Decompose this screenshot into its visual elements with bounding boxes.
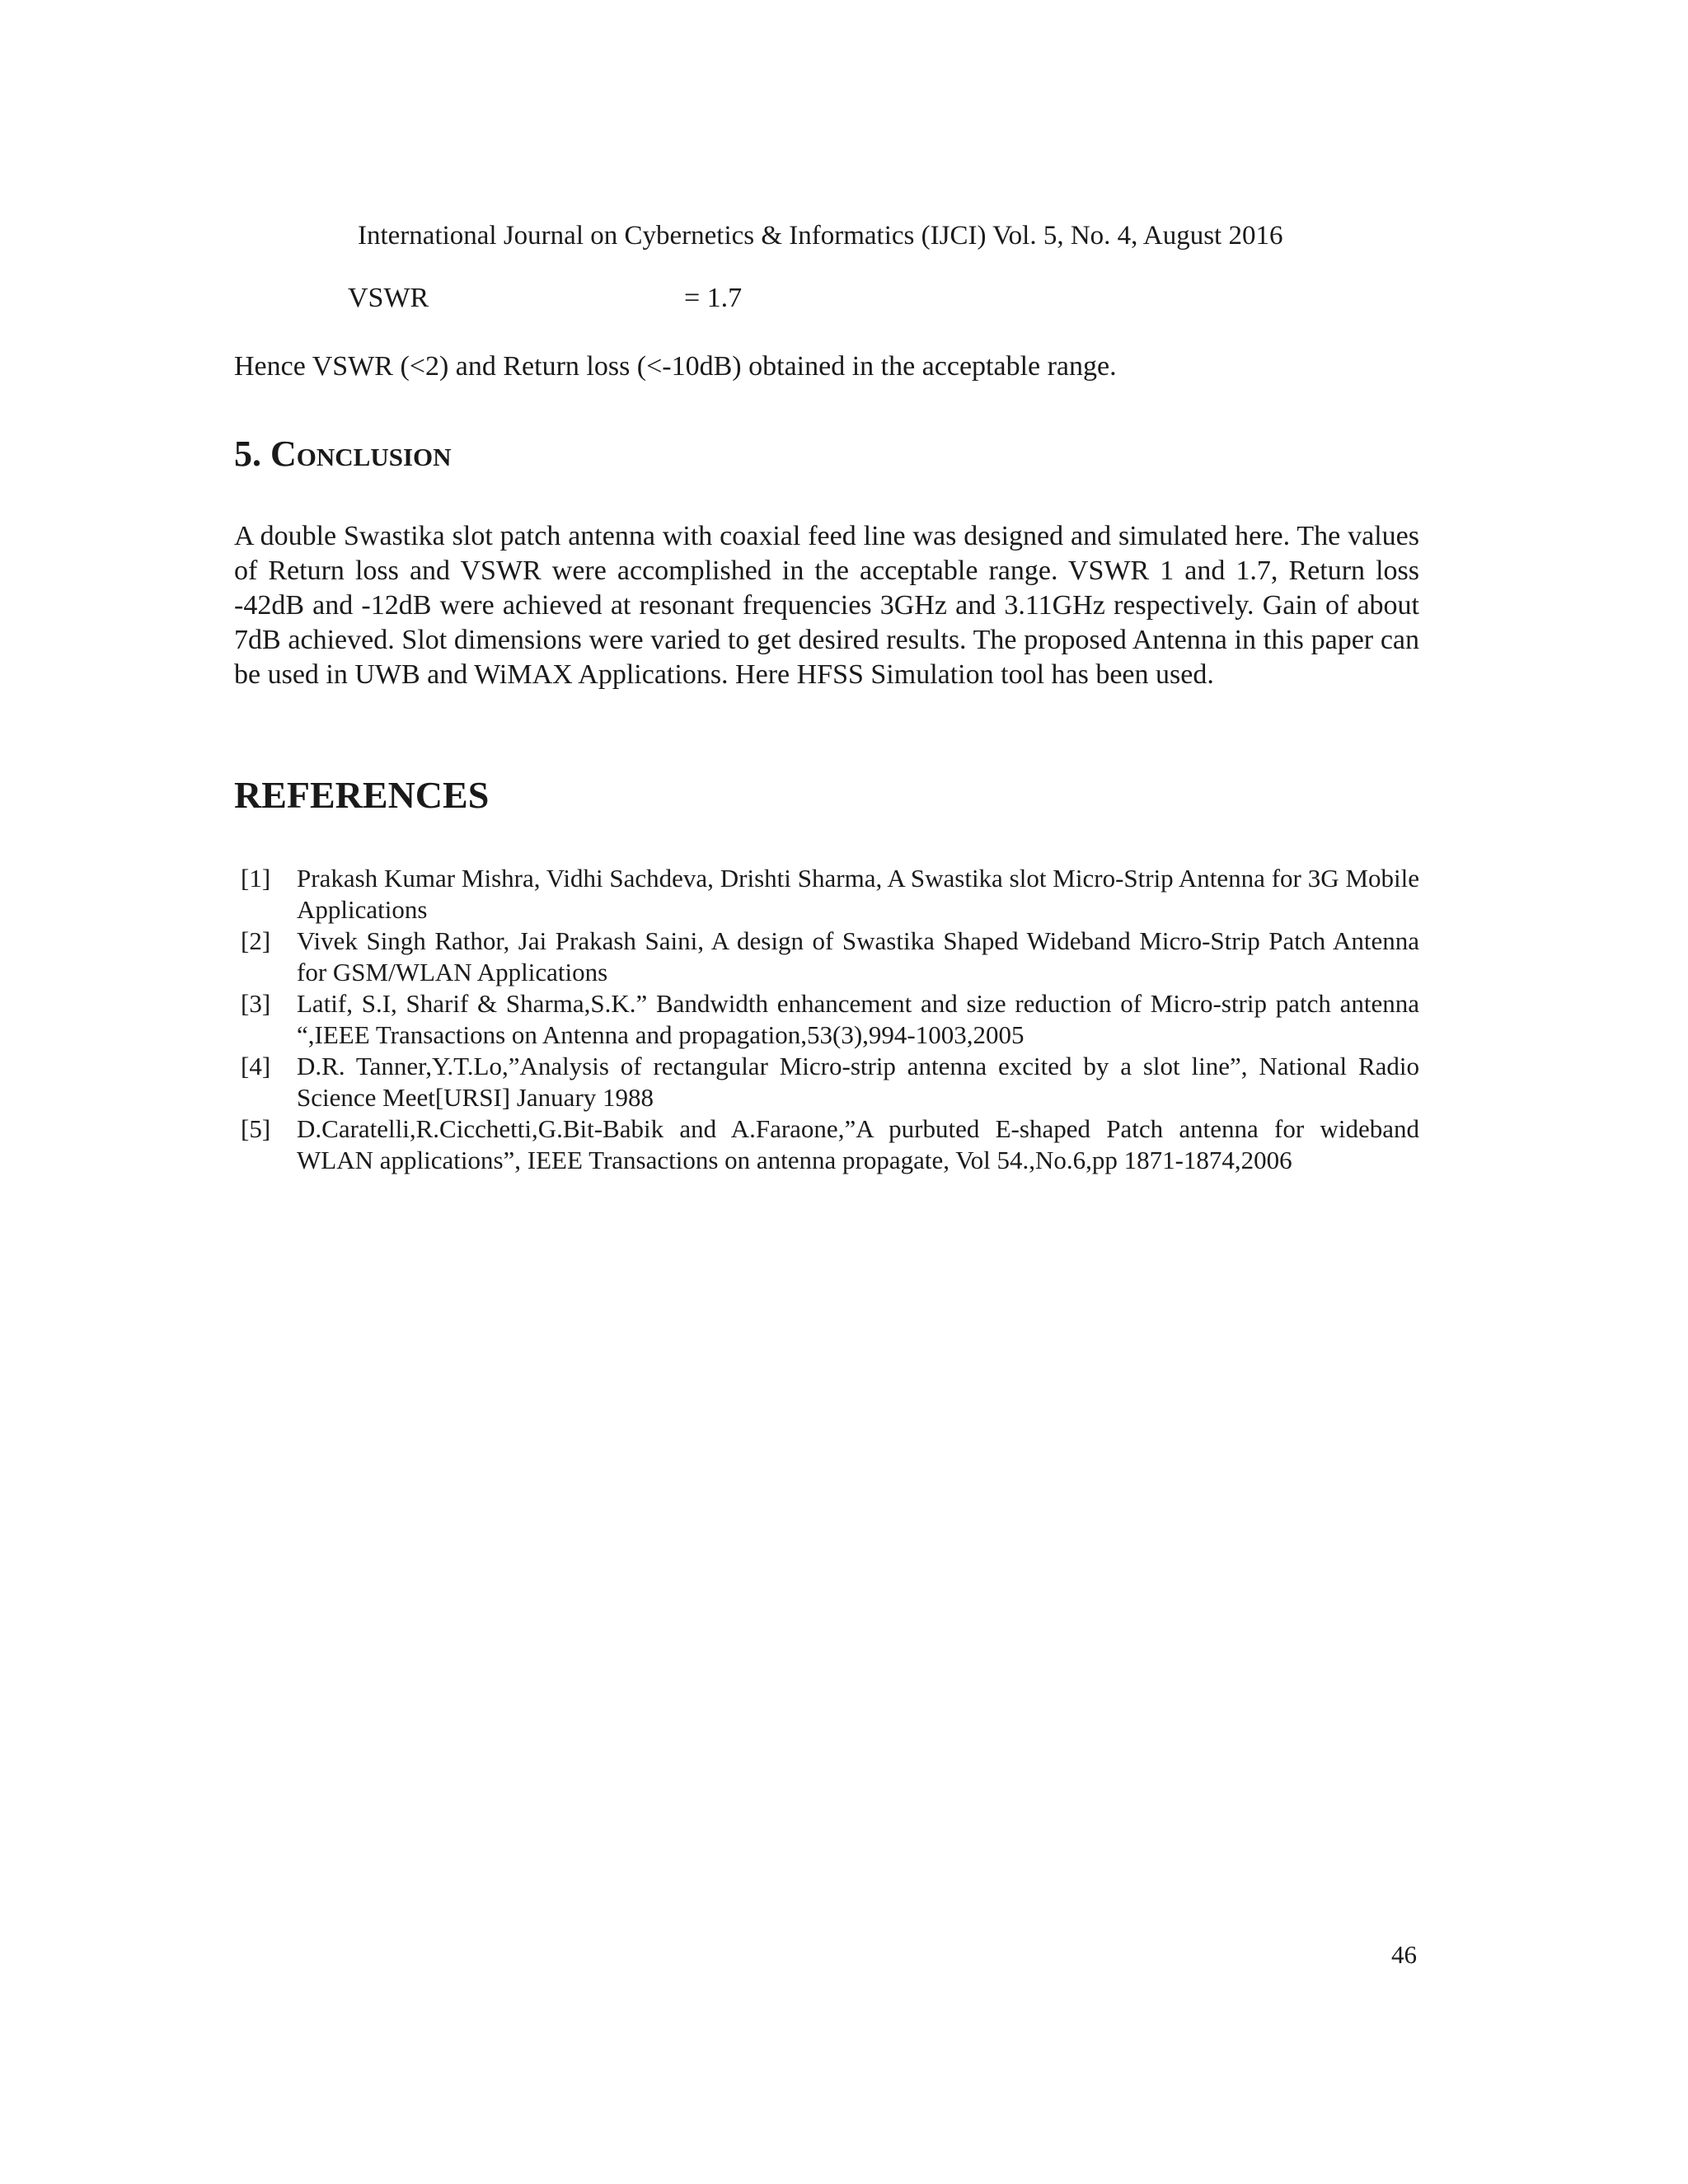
reference-text: D.Caratelli,R.Cicchetti,G.Bit-Babik and A.Faraone,”A purbuted E-shaped Patch antenna for wideband WLAN applications”, IEEE Transactions on antenna propagate, Vol 54.,No.6,pp 1871-1874,2006 [297,1114,1419,1174]
reference-number: [4] [241,1052,271,1080]
reference-item-2 [234,926,1419,988]
vswr-label: VSWR [348,283,429,313]
conclusion-heading [234,433,452,475]
reference-number: [5] [241,1114,271,1143]
reference-text: Vivek Singh Rathor, Jai Prakash Saini, A design of Swastika Shaped Wideband Micro-Strip Patch Antenna for GSM/WLAN Applications [297,926,1419,987]
result-summary-sentence: Hence VSWR (<2) and Return loss (<-10dB) obtained in the acceptable range. [234,351,1117,382]
reference-text: Latif, S.I, Sharif & Sharma,S.K.” Bandwidth enhancement and size reduction of Micro-strip patch antenna “,IEEE Transactions on Antenna and propagation,53(3),994-1003,2005 [297,989,1419,1049]
reference-list [234,863,1419,1176]
page-number: 46 [1391,1940,1417,1969]
conclusion-paragraph: A double Swastika slot patch antenna with coaxial feed line was designed and simulated here. The values of Return loss and VSWR were accomplished in the acceptable range. VSWR 1 and 1.7, Return loss -42dB and -12dB were achieved at resonant frequencies 3GHz and 3.11GHz respectively. Gain of about 7dB achieved. Slot dimensions were varied to get desired results. The proposed Antenna in this paper can be used in UWB and WiMAX Applications. Here HFSS Simulation tool has been used. [234,521,1419,690]
reference-item-3 [234,988,1419,1051]
reference-number: [3] [241,989,271,1018]
vswr-value: = 1.7 [684,283,743,313]
reference-text: Prakash Kumar Mishra, Vidhi Sachdeva, Drishti Sharma, A Swastika slot Micro-Strip Antenna for 3G Mobile Applications [297,864,1419,924]
reference-item-1 [234,863,1419,926]
vswr-result-row [348,283,1007,319]
reference-item-5 [234,1113,1419,1176]
reference-number: [2] [241,926,271,955]
conclusion-heading-number: 5. [234,434,270,474]
reference-number: [1] [241,864,271,893]
reference-item-4 [234,1051,1419,1113]
reference-text: D.R. Tanner,Y.T.Lo,”Analysis of rectangular Micro-strip antenna excited by a slot line”, National Radio Science Meet[URSI] January 1988 [297,1052,1419,1112]
running-header: International Journal on Cybernetics & Informatics (IJCI) Vol. 5, No. 4, August 2016 [358,221,1283,251]
conclusion-heading-title: Conclusion [270,434,452,474]
references-heading: REFERENCES [234,774,490,816]
